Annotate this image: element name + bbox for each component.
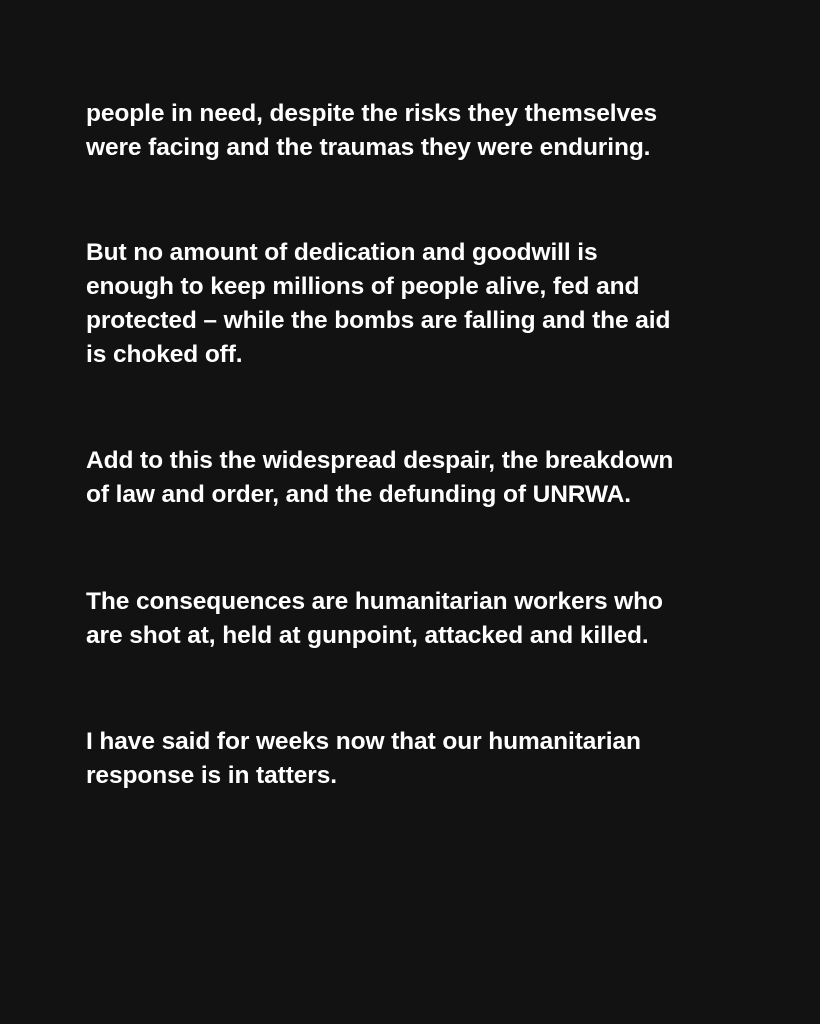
paragraph-4: The consequences are humanitarian workers who are shot at, held at gunpoint, attacked and killed. xyxy=(86,588,663,649)
paragraph-3: Add to this the widespread despair, the breakdown of law and order, and the defunding of UNRWA. xyxy=(86,447,674,508)
paragraph-5: I have said for weeks now that our humanitarian response is in tatters. xyxy=(86,728,641,789)
paragraph-1: people in need, despite the risks they themselves were facing and the traumas they were enduring. xyxy=(86,100,658,161)
paragraph-2: But no amount of dedication and goodwill is enough to keep millions of people alive, fed and protected – while the bombs are falling and the aid is choked off. xyxy=(86,239,671,368)
